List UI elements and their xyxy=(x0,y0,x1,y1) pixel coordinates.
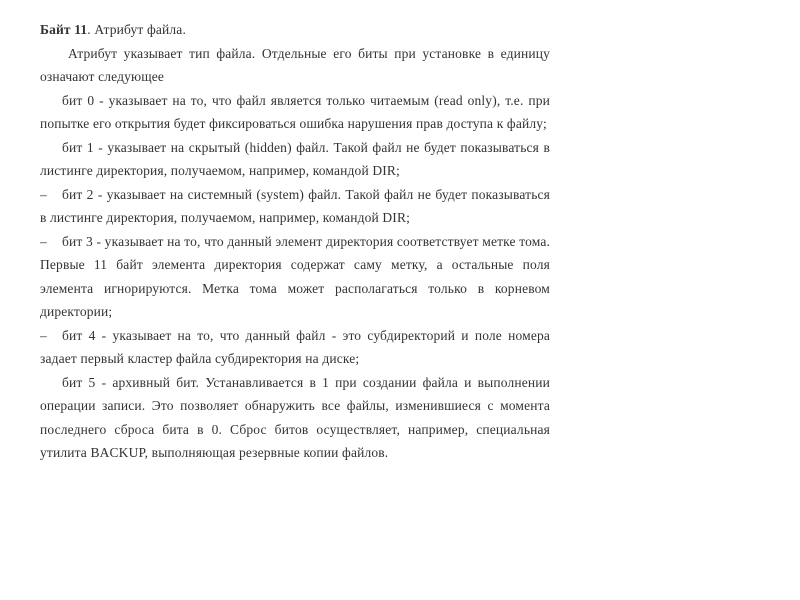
section-title xyxy=(40,18,550,42)
dash-marker: – xyxy=(40,186,47,202)
section-title-text: . Атрибут файла. xyxy=(87,22,186,37)
document-page xyxy=(40,18,550,465)
section-title-byte: Байт 11 xyxy=(40,22,88,37)
bit-2-text: бит 2 - указывает на системный (system) файл. Такой файл не будет показываться в листинге директория, получаемом, например, командой DIR; xyxy=(40,186,550,225)
bit-2-paragraph xyxy=(40,183,550,230)
dash-marker: – xyxy=(40,233,47,249)
dash-marker: – xyxy=(40,327,47,343)
bit-4-paragraph xyxy=(40,324,550,371)
bit-3-paragraph xyxy=(40,230,550,324)
bit-4-text: бит 4 - указывает на то, что данный файл - это субдиректорий и поле номера задает первый кластер файла субдиректория на диске; xyxy=(40,327,550,366)
bit-5-paragraph: бит 5 - архивный бит. Устанавливается в 1 при создании файла и выполнении операции записи. Это позволяет обнаружить все файлы, изменившиеся с момента последнего сброса бита в 0. Сброс битов осуществляет, например, специальная утилита BACKUP, выполняющая резервные копии файлов. xyxy=(40,374,550,460)
intro-paragraph: Атрибут указывает тип файла. Отдельные его биты при установке в единицу означают следующее xyxy=(40,45,550,84)
bit-1-paragraph: бит 1 - указывает на скрытый (hidden) файл. Такой файл не будет показываться в листинге директория, получаемом, например, командой DIR; xyxy=(40,139,550,178)
bit-3-text: бит 3 - указывает на то, что данный элемент директория соответствует метке тома. Первые 11 байт элемента директория содержат саму метку, а остальные поля элемента игнорируются. Метка тома может располагаться только в корневом директории; xyxy=(40,233,550,319)
bit-0-paragraph: бит 0 - указывает на то, что файл является только читаемым (read only), т.е. при попытке его открытия будет фиксироваться ошибка нарушения прав доступа к файлу; xyxy=(40,92,550,131)
